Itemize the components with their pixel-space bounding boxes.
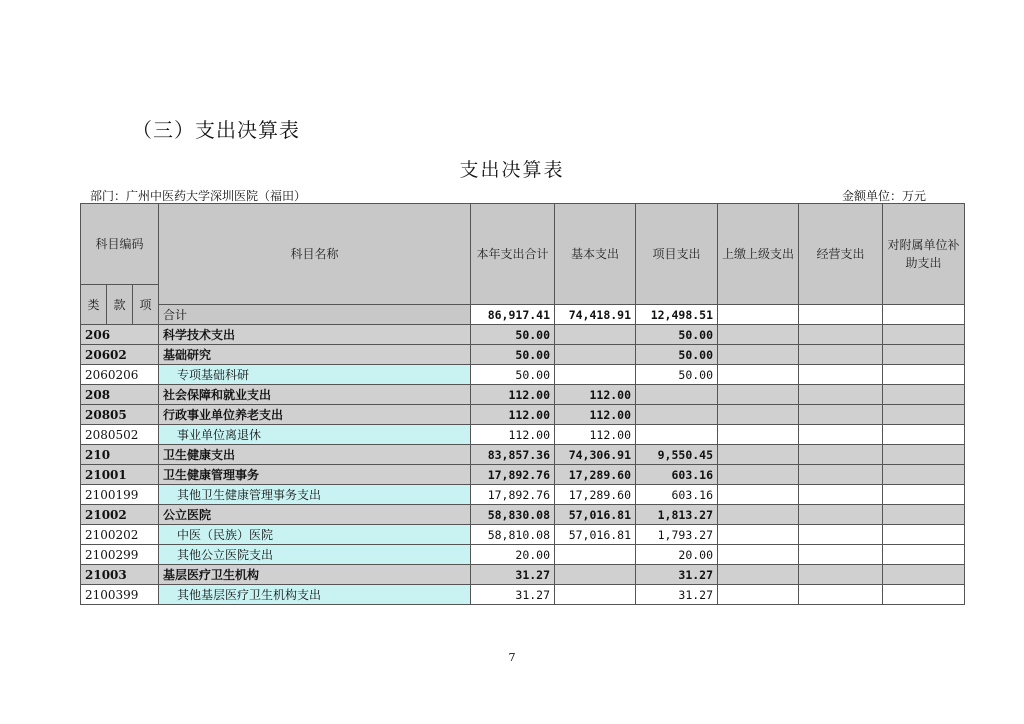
row-project <box>636 405 718 425</box>
row-upper <box>718 405 799 425</box>
header-project: 项目支出 <box>636 204 718 305</box>
row-code: 2100299 <box>81 545 159 565</box>
row-subsidy <box>883 565 965 585</box>
row-basic: 74,306.91 <box>555 445 636 465</box>
row-subsidy <box>883 365 965 385</box>
row-name: 卫生健康管理事务 <box>159 465 471 485</box>
row-business <box>799 545 883 565</box>
row-basic <box>555 345 636 365</box>
row-total: 83,857.36 <box>471 445 555 465</box>
row-code: 2060206 <box>81 365 159 385</box>
row-name: 卫生健康支出 <box>159 445 471 465</box>
table-row <box>81 505 965 525</box>
row-code: 210 <box>81 445 159 465</box>
table-row <box>81 525 965 545</box>
row-basic <box>555 545 636 565</box>
row-basic: 17,289.60 <box>555 485 636 505</box>
row-total: 50.00 <box>471 345 555 365</box>
row-upper <box>718 465 799 485</box>
row-name: 行政事业单位养老支出 <box>159 405 471 425</box>
header-row <box>81 204 965 285</box>
row-subsidy <box>883 465 965 485</box>
row-name: 其他公立医院支出 <box>159 545 471 565</box>
row-total: 50.00 <box>471 325 555 345</box>
row-name: 其他基层医疗卫生机构支出 <box>159 585 471 605</box>
row-subsidy <box>883 385 965 405</box>
row-upper <box>718 565 799 585</box>
row-project: 9,550.45 <box>636 445 718 465</box>
table-row <box>81 445 965 465</box>
table-row <box>81 425 965 445</box>
row-upper <box>718 445 799 465</box>
row-total: 17,892.76 <box>471 465 555 485</box>
row-total: 112.00 <box>471 405 555 425</box>
table-row <box>81 465 965 485</box>
row-business <box>799 385 883 405</box>
table-row <box>81 385 965 405</box>
row-project: 31.27 <box>636 585 718 605</box>
row-code: 21003 <box>81 565 159 585</box>
row-business <box>799 325 883 345</box>
header-upper: 上缴上级支出 <box>718 204 799 305</box>
document-title: 支出决算表 <box>459 159 565 181</box>
row-total: 20.00 <box>471 545 555 565</box>
row-name: 事业单位离退休 <box>159 425 471 445</box>
totals-label: 合计 <box>159 305 471 325</box>
row-subsidy <box>883 505 965 525</box>
header-xiang: 项 <box>133 285 159 325</box>
row-total: 50.00 <box>471 365 555 385</box>
row-upper <box>718 385 799 405</box>
row-name: 中医（民族）医院 <box>159 525 471 545</box>
row-basic <box>555 365 636 385</box>
section-heading: （三）支出决算表 <box>132 118 300 142</box>
expenditure-table <box>80 203 965 605</box>
row-name: 专项基础科研 <box>159 365 471 385</box>
row-business <box>799 425 883 445</box>
row-basic: 112.00 <box>555 405 636 425</box>
totals-total: 86,917.41 <box>471 305 555 325</box>
row-upper <box>718 585 799 605</box>
row-code: 2080502 <box>81 425 159 445</box>
row-total: 112.00 <box>471 425 555 445</box>
row-subsidy <box>883 425 965 445</box>
header-name: 科目名称 <box>159 204 471 305</box>
unit-label: 金额单位：万元 <box>841 189 926 203</box>
row-basic <box>555 325 636 345</box>
row-subsidy <box>883 405 965 425</box>
row-name: 其他卫生健康管理事务支出 <box>159 485 471 505</box>
header-code: 科目编码 <box>81 204 159 285</box>
row-code: 2100399 <box>81 585 159 605</box>
header-subsidy: 对附属单位补助支出 <box>883 204 965 305</box>
row-upper <box>718 425 799 445</box>
page-number: 7 <box>508 651 516 664</box>
row-code: 206 <box>81 325 159 345</box>
row-subsidy <box>883 585 965 605</box>
row-basic <box>555 565 636 585</box>
row-upper <box>718 525 799 545</box>
row-subsidy <box>883 445 965 465</box>
row-project: 50.00 <box>636 325 718 345</box>
row-name: 公立医院 <box>159 505 471 525</box>
totals-project: 12,498.51 <box>636 305 718 325</box>
row-subsidy <box>883 345 965 365</box>
row-code: 208 <box>81 385 159 405</box>
table-row <box>81 325 965 345</box>
row-project: 31.27 <box>636 565 718 585</box>
row-name: 社会保障和就业支出 <box>159 385 471 405</box>
row-name: 科学技术支出 <box>159 325 471 345</box>
row-business <box>799 345 883 365</box>
table-row <box>81 365 965 385</box>
department-label: 部门：广州中医药大学深圳医院（福田） <box>90 189 307 203</box>
totals-basic: 74,418.91 <box>555 305 636 325</box>
row-business <box>799 565 883 585</box>
header-business: 经营支出 <box>799 204 883 305</box>
table-row <box>81 585 965 605</box>
row-project: 603.16 <box>636 465 718 485</box>
row-basic: 112.00 <box>555 425 636 445</box>
row-business <box>799 405 883 425</box>
header-total: 本年支出合计 <box>471 204 555 305</box>
header-lei: 类 <box>81 285 107 325</box>
table-row <box>81 485 965 505</box>
table-row <box>81 545 965 565</box>
row-project <box>636 425 718 445</box>
row-upper <box>718 545 799 565</box>
row-subsidy <box>883 545 965 565</box>
row-upper <box>718 505 799 525</box>
row-total: 58,830.08 <box>471 505 555 525</box>
row-basic: 17,289.60 <box>555 465 636 485</box>
row-code: 2100202 <box>81 525 159 545</box>
row-project: 50.00 <box>636 365 718 385</box>
row-business <box>799 465 883 485</box>
header-kuan: 款 <box>107 285 133 325</box>
row-business <box>799 445 883 465</box>
totals-row <box>81 305 965 325</box>
table-row <box>81 565 965 585</box>
row-project <box>636 385 718 405</box>
row-code: 2100199 <box>81 485 159 505</box>
row-total: 58,810.08 <box>471 525 555 545</box>
table-row <box>81 405 965 425</box>
row-name: 基层医疗卫生机构 <box>159 565 471 585</box>
row-basic <box>555 585 636 605</box>
row-project: 50.00 <box>636 345 718 365</box>
row-code: 21002 <box>81 505 159 525</box>
row-business <box>799 525 883 545</box>
row-upper <box>718 345 799 365</box>
row-name: 基础研究 <box>159 345 471 365</box>
row-project: 603.16 <box>636 485 718 505</box>
row-code: 20805 <box>81 405 159 425</box>
row-total: 112.00 <box>471 385 555 405</box>
row-code: 21001 <box>81 465 159 485</box>
row-upper <box>718 325 799 345</box>
row-code: 20602 <box>81 345 159 365</box>
row-basic: 57,016.81 <box>555 525 636 545</box>
row-basic: 112.00 <box>555 385 636 405</box>
row-upper <box>718 485 799 505</box>
row-business <box>799 585 883 605</box>
row-subsidy <box>883 325 965 345</box>
row-basic: 57,016.81 <box>555 505 636 525</box>
table-row <box>81 345 965 365</box>
row-subsidy <box>883 525 965 545</box>
row-total: 31.27 <box>471 565 555 585</box>
row-project: 1,813.27 <box>636 505 718 525</box>
row-upper <box>718 365 799 385</box>
row-total: 31.27 <box>471 585 555 605</box>
row-subsidy <box>883 485 965 505</box>
row-business <box>799 505 883 525</box>
row-business <box>799 365 883 385</box>
row-project: 1,793.27 <box>636 525 718 545</box>
row-total: 17,892.76 <box>471 485 555 505</box>
row-business <box>799 485 883 505</box>
header-basic: 基本支出 <box>555 204 636 305</box>
row-project: 20.00 <box>636 545 718 565</box>
